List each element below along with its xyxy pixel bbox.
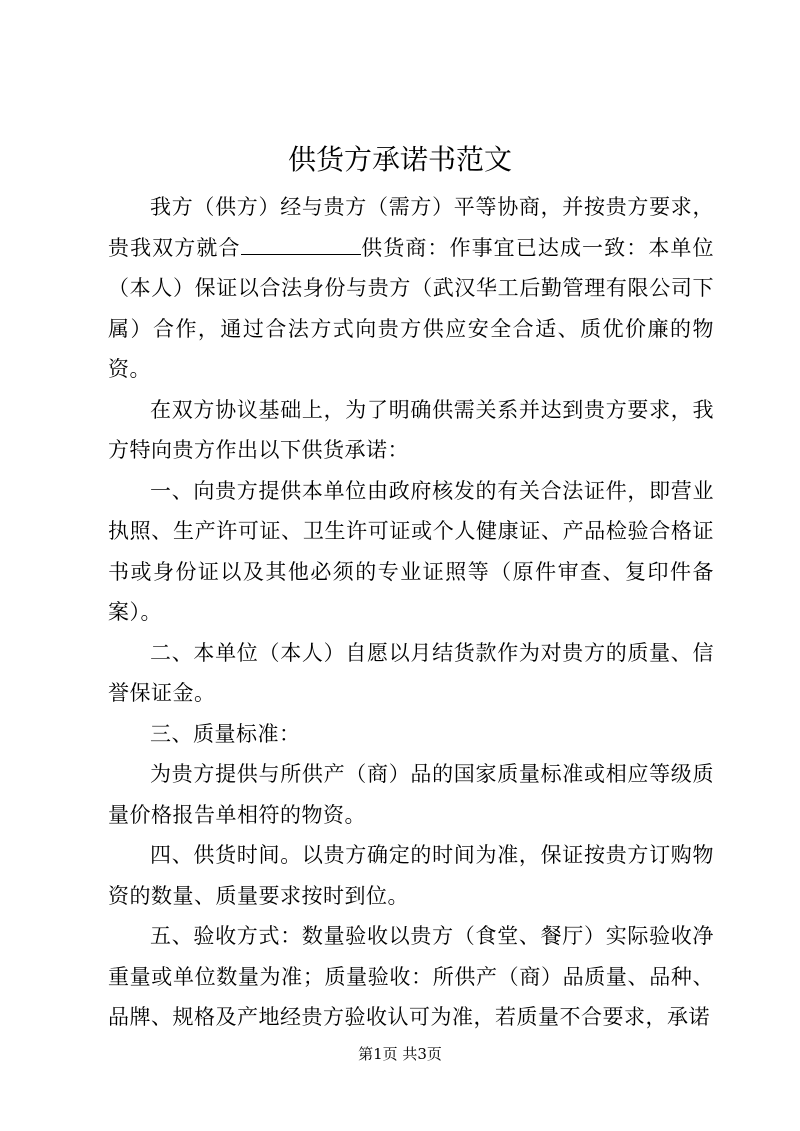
paragraph-item-3-heading: 三、质量标准： <box>150 721 301 746</box>
paragraph-intro <box>108 187 714 390</box>
document-title: 供货方承诺书范文 <box>287 143 512 176</box>
paragraph-item-5: 五、验收方式：数量验收以贵方（食堂、餐厅）实际验收净重量或单位数量为准；质量验收：所供产（商）品质量、品种、品牌、规格及产地经贵方验收认可为准，若质量不合要求，承诺 <box>108 924 714 1029</box>
paragraph-basis: 在双方协议基础上，为了明确供需关系并达到贵方要求，我方特向贵方作出以下供货承诺： <box>108 397 714 462</box>
document-body <box>108 187 714 1038</box>
paragraph-intro-part2: 供货商：作事宜已达成一致：本单位（本人）保证以合法身份与贵方（武汉华工后勤管理有限公司下属）合作，通过合法方式向贵方供应安全合适、质优价廉的物资。 <box>108 235 715 381</box>
paragraph-item-2: 二、本单位（本人）自愿以月结货款作为对贵方的质量、信誉保证金。 <box>108 640 714 705</box>
page-footer: 第1页 共3页 <box>358 1045 442 1063</box>
paragraph-item-3-body: 为贵方提供与所供产（商）品的国家质量标准或相应等级质量价格报告单相符的物资。 <box>108 762 714 827</box>
paragraph-item-1: 一、向贵方提供本单位由政府核发的有关合法证件，即营业执照、生产许可证、卫生许可证或个人健康证、产品检验合格证书或身份证以及其他必须的专业证照等（原件审查、复印件备案）。 <box>108 478 714 624</box>
fill-in-blank <box>241 236 361 255</box>
paragraph-intro-part1: 我方（供方）经与贵方（需方）平等协商，并按贵方要求，贵我双方就合 <box>108 195 714 260</box>
paragraph-item-4: 四、供货时间。以贵方确定的时间为准，保证按贵方订购物资的数量、质量要求按时到位。 <box>108 843 714 908</box>
